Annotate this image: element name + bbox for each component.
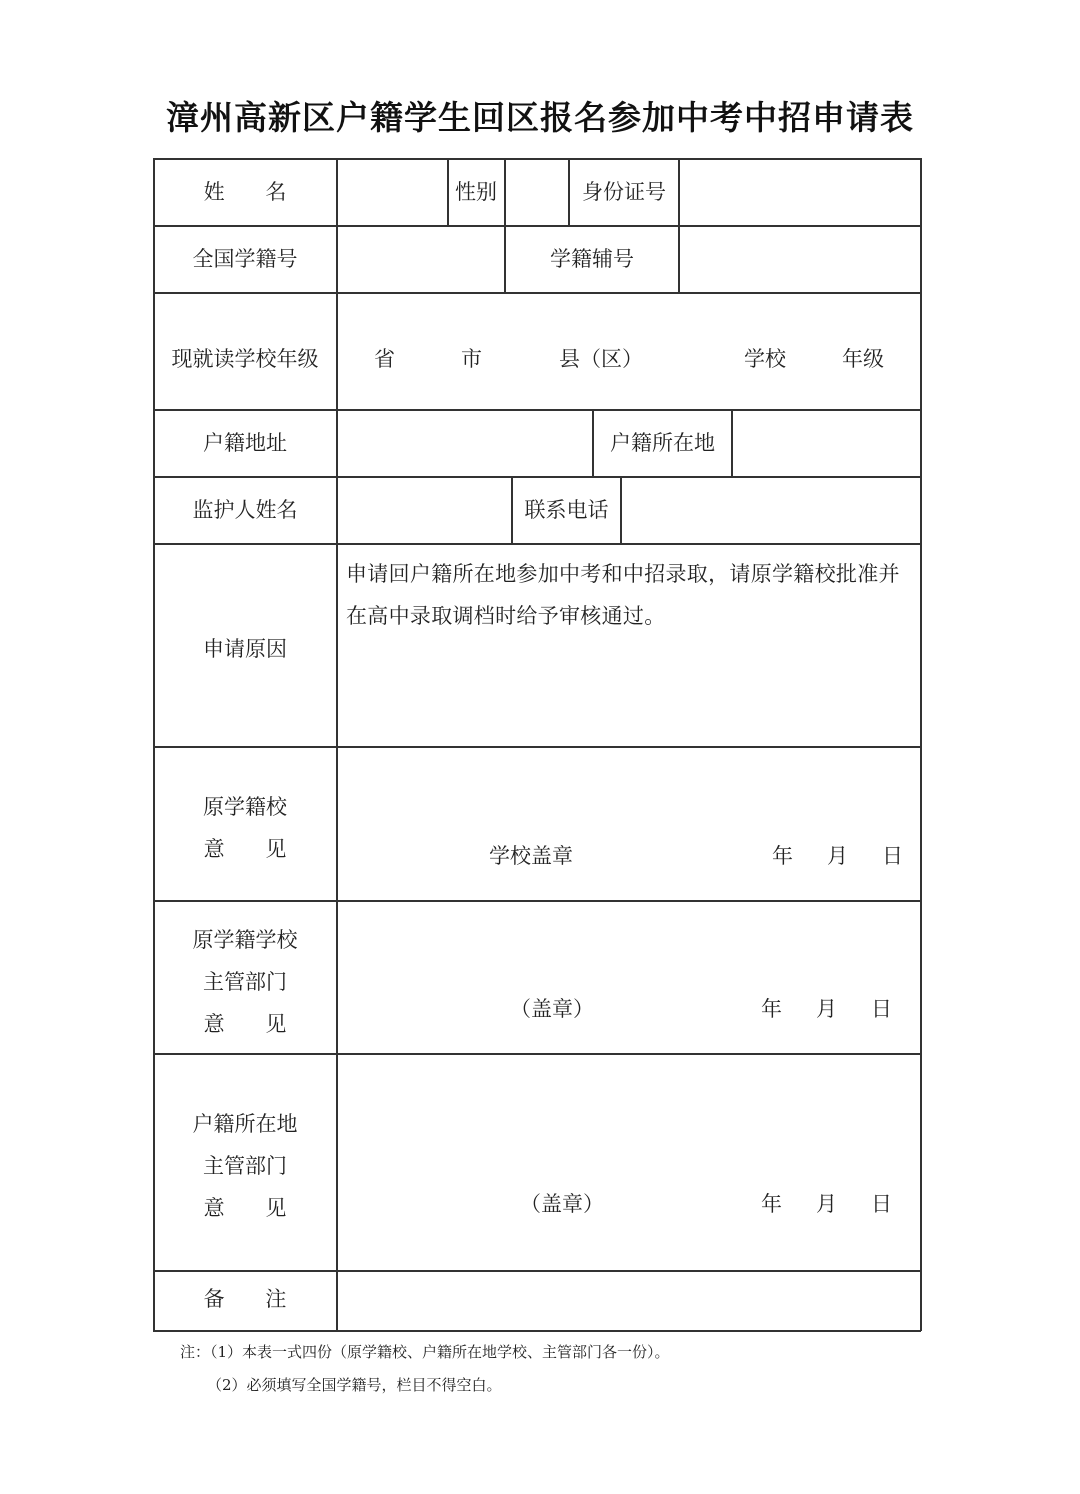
table-border-bottom bbox=[153, 1330, 921, 1332]
footnote-2: （2）必须填写全国学籍号，栏目不得空白。 bbox=[207, 1376, 502, 1394]
phone-field[interactable] bbox=[622, 478, 919, 542]
gender-label: 性别 bbox=[455, 180, 497, 204]
reason-label: 申请原因 bbox=[203, 637, 287, 661]
phone-label: 联系电话 bbox=[524, 498, 609, 522]
date-month-label: 月 bbox=[816, 1192, 837, 1216]
name-label: 姓 名 bbox=[203, 180, 287, 204]
row-divider bbox=[153, 543, 921, 545]
date-day-label: 日 bbox=[871, 997, 892, 1021]
orig-dept-opinion-field[interactable] bbox=[338, 902, 919, 987]
hukou-dept-label-line2: 主管部门 bbox=[203, 1154, 287, 1178]
orig-school-opinion-field[interactable] bbox=[338, 748, 919, 833]
county-label: 县（区） bbox=[559, 347, 643, 371]
date-year-label: 年 bbox=[761, 1192, 782, 1216]
national-student-no-label: 全国学籍号 bbox=[192, 247, 298, 271]
date-day-label: 日 bbox=[871, 1192, 892, 1216]
reason-text: 申请回户籍所在地参加中考和中招录取，请原学籍校批准并在高中录取调档时给予审核通过。 bbox=[346, 562, 900, 628]
orig-school-label-line1: 原学籍校 bbox=[203, 795, 287, 819]
hukou-address-label: 户籍地址 bbox=[203, 431, 287, 455]
current-school-label: 现就读学校年级 bbox=[171, 347, 319, 371]
hukou-stamp-label: （盖章） bbox=[520, 1192, 604, 1216]
guardian-name-label: 监护人姓名 bbox=[192, 498, 298, 522]
school-label: 学校 bbox=[744, 347, 786, 371]
row-divider bbox=[153, 292, 921, 294]
date-month-label: 月 bbox=[816, 997, 837, 1021]
date-month-label: 月 bbox=[827, 844, 848, 868]
hukou-location-label: 户籍所在地 bbox=[610, 431, 715, 455]
gender-field[interactable] bbox=[506, 160, 567, 224]
school-stamp-label: 学校盖章 bbox=[489, 844, 573, 868]
hukou-address-field[interactable] bbox=[338, 411, 591, 475]
form-title: 漳州高新区户籍学生回区报名参加中考中招申请表 bbox=[166, 98, 914, 137]
dept-stamp-label: （盖章） bbox=[510, 997, 594, 1021]
id-number-field[interactable] bbox=[680, 160, 919, 224]
hukou-dept-label-line1: 户籍所在地 bbox=[192, 1112, 298, 1136]
orig-dept-label-line2: 主管部门 bbox=[203, 970, 287, 994]
remarks-field[interactable] bbox=[338, 1272, 919, 1329]
date-year-label: 年 bbox=[761, 997, 782, 1021]
date-year-label: 年 bbox=[772, 844, 793, 868]
orig-dept-label-line1: 原学籍学校 bbox=[192, 928, 298, 952]
grade-label: 年级 bbox=[842, 347, 884, 371]
date-day-label: 日 bbox=[882, 844, 903, 868]
table-border-right bbox=[920, 158, 922, 1331]
orig-school-label-line2: 意 见 bbox=[203, 837, 287, 861]
id-number-label: 身份证号 bbox=[582, 180, 666, 204]
city-label: 市 bbox=[461, 347, 482, 371]
aux-student-no-label: 学籍辅号 bbox=[550, 247, 634, 271]
footnote-1: 注：（1）本表一式四份（原学籍校、户籍所在地学校、主管部门各一份）。 bbox=[180, 1343, 670, 1361]
remarks-label: 备 注 bbox=[203, 1287, 287, 1311]
name-field[interactable] bbox=[338, 160, 446, 224]
hukou-dept-label-line3: 意 见 bbox=[203, 1196, 287, 1220]
aux-student-no-field[interactable] bbox=[680, 227, 919, 291]
orig-dept-label-line3: 意 见 bbox=[203, 1012, 287, 1036]
hukou-dept-opinion-field[interactable] bbox=[338, 1055, 919, 1185]
guardian-name-field[interactable] bbox=[338, 478, 510, 542]
hukou-location-field[interactable] bbox=[733, 411, 919, 475]
national-student-no-field[interactable] bbox=[338, 227, 503, 291]
province-label: 省 bbox=[374, 347, 395, 371]
